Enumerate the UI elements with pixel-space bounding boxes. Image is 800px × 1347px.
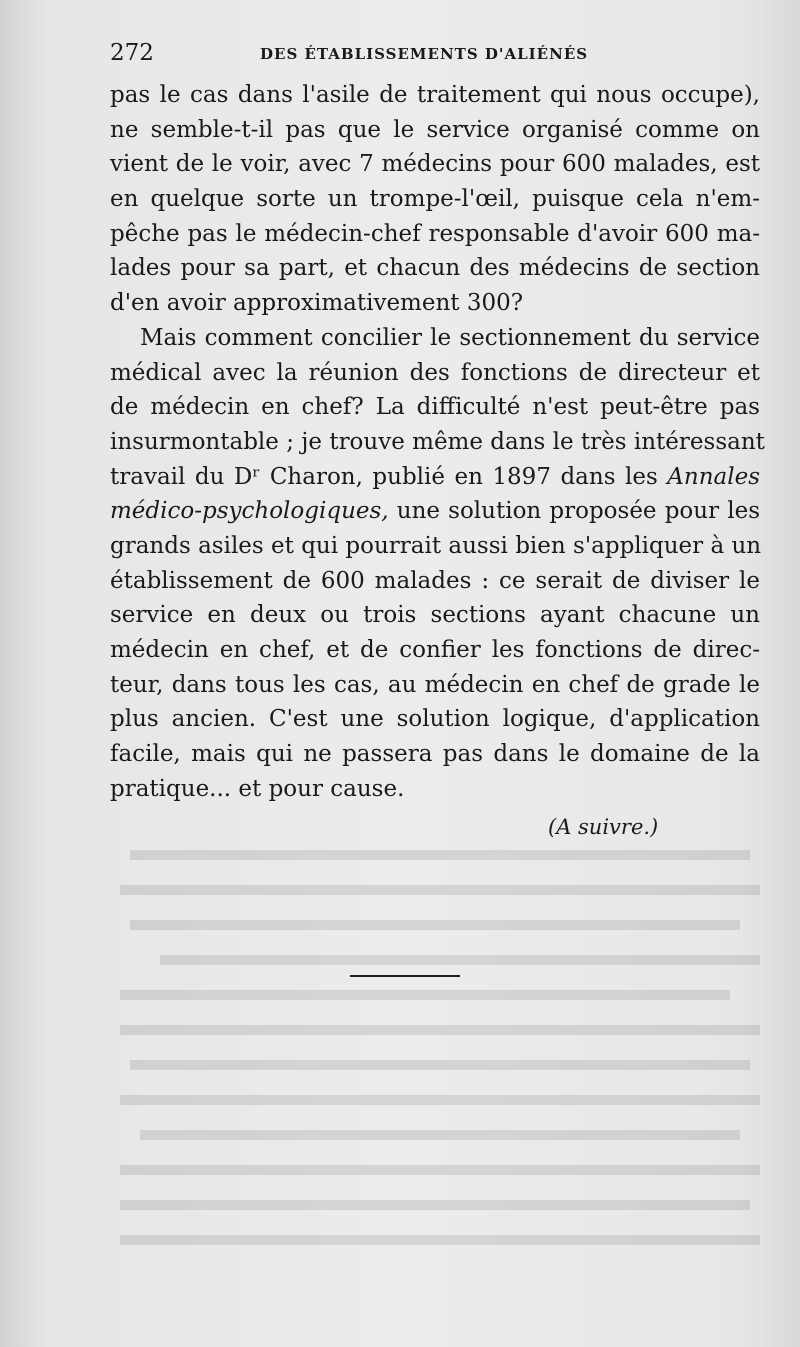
text-line: ne semble-t-il pas que le service organisé comme on	[110, 116, 760, 143]
text-line: facile, mais qui ne passera pas dans le domaine de la	[110, 741, 760, 768]
page-number: 272	[110, 40, 154, 66]
text-line: teur, dans tous les cas, au médecin en chef de grade le	[110, 671, 760, 698]
text-line: établissement de 600 malades : ce serait de diviser le	[110, 567, 760, 594]
journal-title-part2: médico-psychologiques,	[110, 498, 389, 525]
text-line: Mais comment concilier le sectionnement du service	[140, 324, 760, 351]
text-line: grands asiles et qui pourrait aussi bien s'appliquer à un	[110, 532, 762, 559]
text-line: de médecin en chef? La difficulté n'est peut-être pas	[110, 394, 760, 421]
continued-note: (A suivre.)	[548, 815, 659, 839]
body-text	[110, 78, 765, 806]
running-head	[110, 40, 760, 70]
text-line: médecin en chef, et de confier les fonctions de direc-	[110, 637, 760, 663]
journal-title-part1: Annales	[667, 463, 760, 490]
bleed-lines	[110, 840, 760, 1260]
text-line	[110, 494, 760, 529]
text-segment: travail du Dʳ Charon, publié en 1897 dans les	[110, 463, 658, 490]
running-title: DES ÉTABLISSEMENTS D'ALIÉNÉS	[260, 45, 589, 63]
text-line: en quelque sorte un trompe-l'œil, puisque cela n'em-	[110, 186, 760, 213]
text-line: service en deux ou trois sections ayant chacune un	[110, 602, 760, 629]
text-line: lades pour sa part, et chacun des médecins de section	[110, 255, 760, 282]
text-line: d'en avoir approximativement 300?	[110, 290, 524, 317]
end-rule	[350, 975, 460, 977]
text-segment: une solution proposée pour les	[396, 498, 760, 525]
text-line: plus ancien. C'est une solution logique, d'application	[110, 706, 760, 733]
show-through-texture	[110, 840, 760, 1260]
text-line: pas le cas dans l'asile de traitement qui nous occupe),	[110, 82, 760, 108]
text-line: insurmontable ; je trouve même dans le très intéressant	[110, 428, 765, 455]
text-line: pratique... et pour cause.	[110, 775, 405, 802]
text-line: médical avec la réunion des fonctions de directeur et	[110, 359, 760, 386]
text-line: pêche pas le médecin-chef responsable d'avoir 600 ma-	[110, 220, 760, 247]
text-line	[110, 460, 760, 495]
text-line: vient de le voir, avec 7 médecins pour 600 malades, est	[110, 151, 760, 178]
